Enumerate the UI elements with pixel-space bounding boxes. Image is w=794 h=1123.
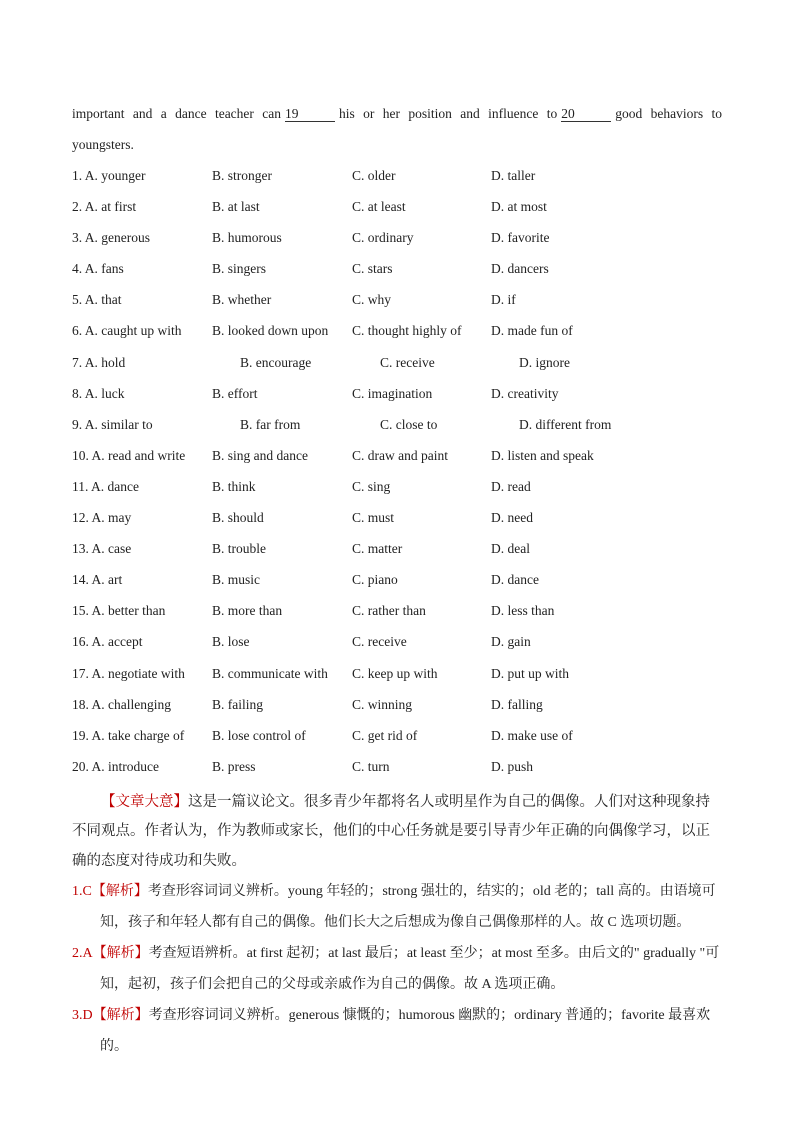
option-row: [72, 626, 722, 657]
option-row: [72, 595, 722, 626]
option-d: D. taller: [491, 168, 536, 183]
option-d: D. falling: [491, 696, 543, 712]
option-b: B. trouble: [212, 541, 266, 557]
option-b: B. think: [212, 478, 256, 494]
option-c: C. stars: [352, 261, 393, 277]
option-d: D. creativity: [491, 385, 559, 401]
option-a: 18. A. challenging: [72, 696, 171, 712]
option-a: 14. A. art: [72, 572, 123, 588]
option-b: B. at last: [212, 199, 260, 215]
option-b: B. failing: [212, 696, 263, 712]
explanation-text: 考查形容词词义辨析。generous 慷慨的；humorous 幽默的；ordinary 普通的；favorite 最喜欢的。: [100, 1008, 711, 1055]
option-d: D. at most: [491, 199, 547, 215]
option-row: [72, 502, 722, 533]
option-row: [72, 409, 722, 440]
option-c: C. draw and paint: [352, 447, 448, 463]
explanation-item: [72, 876, 722, 938]
option-b: B. music: [212, 572, 261, 588]
option-c: C. at least: [352, 199, 406, 215]
explanation-number: 1.C【解析】: [72, 884, 148, 900]
option-c: C. turn: [352, 758, 390, 774]
option-d: D. put up with: [491, 665, 570, 681]
option-c: C. matter: [352, 541, 403, 557]
option-b: B. communicate with: [212, 665, 328, 681]
option-a: 11. A. dance: [72, 478, 139, 494]
option-c: C. thought highly of: [352, 323, 462, 339]
option-a: 20. A. introduce: [72, 758, 159, 774]
blank-19: 19: [285, 107, 335, 122]
option-a: 2. A. at first: [72, 199, 137, 215]
option-a: 8. A. luck: [72, 385, 125, 401]
option-row: [72, 751, 722, 782]
option-b: B. singers: [212, 261, 266, 277]
option-row: [72, 191, 722, 222]
option-a: 3. A. generous: [72, 230, 150, 246]
option-row: [72, 378, 722, 409]
option-d: D. ignore: [519, 354, 570, 370]
option-b: B. should: [212, 510, 264, 526]
option-a: 6. A. caught up with: [72, 323, 182, 339]
option-d: D. deal: [491, 541, 530, 557]
option-b: B. whether: [212, 292, 272, 308]
blank-20: 20: [561, 107, 611, 122]
passage-paragraph: [72, 98, 722, 160]
summary-paragraph: [72, 788, 722, 877]
option-a: 9. A. similar to: [72, 416, 153, 432]
passage-text-1: important and a dance teacher can: [72, 106, 282, 121]
option-a: 15. A. better than: [72, 603, 166, 619]
option-d: D. favorite: [491, 230, 550, 246]
summary-tag: 【文章大意】: [101, 793, 188, 810]
option-row: [72, 347, 722, 378]
option-d: D. read: [491, 478, 531, 494]
option-a: 5. A. that: [72, 292, 122, 308]
option-row: [72, 160, 722, 191]
option-d: D. make use of: [491, 727, 573, 743]
option-d: D. dance: [491, 572, 539, 588]
explanation-text: 考查短语辨析。at first 起初；at last 最后；at least 至少；at most 至多。由后文的" gradually "可知，起初，孩子们会把自己的父母或亲戚作为自己的偶像。故 A 选项正确。: [100, 946, 720, 993]
option-b: B. more than: [212, 603, 283, 619]
option-c: C. close to: [380, 416, 438, 432]
explanation-text: 考查形容词词义辨析。young 年轻的；strong 强壮的，结实的；old 老的；tall 高的。由语境可知，孩子和年轻人都有自己的偶像。他们长大之后想成为像自己偶像那样的人。故 C 选项切题。: [100, 884, 716, 931]
option-a: 4. A. fans: [72, 261, 124, 277]
option-row: [72, 222, 722, 253]
option-c: C. older: [352, 168, 396, 183]
option-c: C. winning: [352, 696, 413, 712]
option-b: B. lose: [212, 634, 250, 650]
option-c: C. get rid of: [352, 727, 418, 743]
option-a: 10. A. read and write: [72, 447, 186, 463]
option-row: [72, 720, 722, 751]
option-d: D. made fun of: [491, 323, 573, 339]
option-a: 19. A. take charge of: [72, 727, 185, 743]
option-b: B. effort: [212, 385, 258, 401]
explanation-number: 2.A【解析】: [72, 946, 149, 962]
option-b: B. lose control of: [212, 727, 306, 743]
option-d: D. push: [491, 758, 534, 774]
explanation-number: 3.D【解析】: [72, 1008, 149, 1024]
option-c: C. piano: [352, 572, 398, 588]
option-b: B. sing and dance: [212, 447, 308, 463]
option-row: [72, 284, 722, 315]
option-c: C. sing: [352, 478, 391, 494]
option-c: C. must: [352, 510, 395, 526]
option-row: [72, 689, 722, 720]
option-d: D. gain: [491, 634, 531, 650]
option-c: C. why: [352, 292, 392, 308]
option-c: C. ordinary: [352, 230, 414, 246]
document-page: [72, 98, 722, 1062]
option-b: B. far from: [240, 416, 301, 432]
explanation-item: [72, 1000, 722, 1062]
explanation-item: [72, 938, 722, 1000]
option-d: D. dancers: [491, 261, 549, 277]
option-a: 17. A. negotiate with: [72, 665, 185, 681]
passage-text-3: good behaviors to youngsters.: [72, 106, 722, 152]
option-c: C. keep up with: [352, 665, 438, 681]
explanations-list: [72, 876, 722, 1062]
option-b: B. stronger: [212, 168, 272, 183]
option-row: [72, 253, 722, 284]
option-row: [72, 440, 722, 471]
option-d: D. different from: [519, 416, 612, 432]
option-d: D. less than: [491, 603, 555, 619]
option-b: B. humorous: [212, 230, 282, 246]
option-d: D. need: [491, 510, 533, 526]
option-c: C. receive: [380, 354, 435, 370]
option-row: [72, 533, 722, 564]
option-a: 7. A. hold: [72, 354, 126, 370]
option-row: [72, 564, 722, 595]
option-c: C. receive: [352, 634, 407, 650]
option-row: [72, 315, 722, 346]
option-c: C. imagination: [352, 385, 433, 401]
option-a: 13. A. case: [72, 541, 132, 557]
option-b: B. encourage: [240, 354, 312, 370]
option-a: 16. A. accept: [72, 634, 143, 650]
option-d: D. if: [491, 292, 516, 308]
passage-text-2: his or her position and influence to: [339, 106, 558, 121]
summary-text: 这是一篇议论文。很多青少年都将名人或明星作为自己的偶像。人们对这种现象持不同观点。作者认为，作为教师或家长，他们的中心任务就是要引导青少年正确的向偶像学习，以正确的态度对待成功和失败。: [72, 793, 710, 869]
option-row: [72, 658, 722, 689]
option-a: 12. A. may: [72, 510, 132, 526]
option-row: [72, 471, 722, 502]
options-list: [72, 160, 722, 782]
option-a: 1. A. younger: [72, 168, 146, 183]
option-b: B. press: [212, 758, 256, 774]
option-b: B. looked down upon: [212, 323, 329, 339]
option-c: C. rather than: [352, 603, 426, 619]
option-d: D. listen and speak: [491, 447, 594, 463]
